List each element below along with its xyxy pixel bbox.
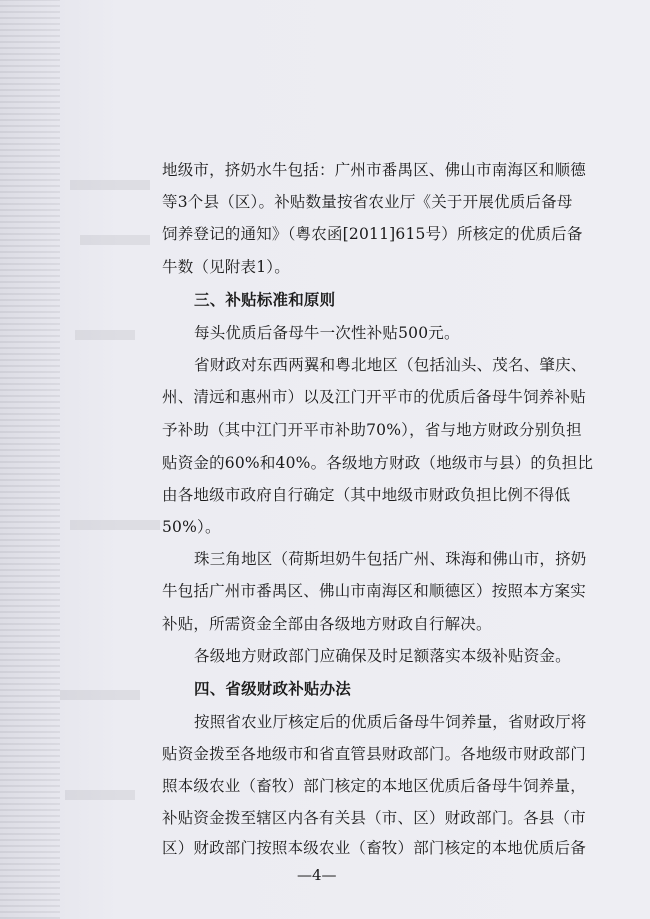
body-line: 珠三角地区（荷斯坦奶牛包括广州、珠海和佛山市，挤奶 <box>194 550 587 568</box>
body-line: 地级市，挤奶水牛包括：广州市番禺区、佛山市南海区和顺德 <box>162 161 586 179</box>
body-line: 各级地方财政部门应确保及时足额落实本级补贴资金。 <box>194 647 571 665</box>
body-line: 50%）。 <box>162 518 221 536</box>
bleed-through-mark <box>75 330 135 340</box>
bleed-through-mark <box>80 235 150 245</box>
bleed-through-mark <box>65 790 135 800</box>
page-number: —4— <box>297 866 337 884</box>
bleed-through-mark <box>70 180 150 190</box>
body-line: 贴资金的60%和40%。各级地方财政（地级市与县）的负担比 <box>162 454 594 472</box>
body-line: 区）财政部门按照本级农业（畜牧）部门核定的本地优质后备 <box>162 839 586 857</box>
body-line: 补贴，所需资金全部由各级地方财政自行解决。 <box>162 615 492 633</box>
body-line: 补贴资金拨至辖区内各有关县（市、区）财政部门。各县（市 <box>162 809 586 827</box>
bleed-through-mark <box>70 520 160 530</box>
body-line: 省财政对东西两翼和粤北地区（包括汕头、茂名、肇庆、 <box>194 356 587 374</box>
bleed-through-mark <box>60 690 140 700</box>
body-line: 饲养登记的通知》（粤农函[2011]615号）所核定的优质后备 <box>162 225 583 243</box>
body-line: 每头优质后备母牛一次性补贴500元。 <box>194 324 460 342</box>
body-line: 牛数（见附表1）。 <box>162 258 290 276</box>
body-line: 牛包括广州市番禺区、佛山市南海区和顺德区）按照本方案实 <box>162 582 586 600</box>
body-line: 等3个县（区）。补贴数量按省农业厅《关于开展优质后备母 <box>162 193 573 211</box>
section-heading-4: 四、省级财政补贴办法 <box>194 679 352 698</box>
body-line: 由各地级市政府自行确定（其中地级市财政负担比例不得低 <box>162 486 571 504</box>
body-line: 予补助（其中江门开平市补助70%），省与地方财政分别负担 <box>162 421 582 439</box>
body-line: 照本级农业（畜牧）部门核定的本地区优质后备母牛饲养量， <box>162 777 586 795</box>
body-line: 按照省农业厅核定后的优质后备母牛饲养量，省财政厅将 <box>194 713 587 731</box>
body-line: 贴资金拨至各地级市和省直管县财政部门。各地级市财政部门 <box>162 745 586 763</box>
section-heading-3: 三、补贴标准和原则 <box>194 290 336 309</box>
scan-edge-shadow <box>0 0 60 919</box>
body-line: 州、清远和惠州市）以及江门开平市的优质后备母牛饲养补贴 <box>162 388 586 406</box>
